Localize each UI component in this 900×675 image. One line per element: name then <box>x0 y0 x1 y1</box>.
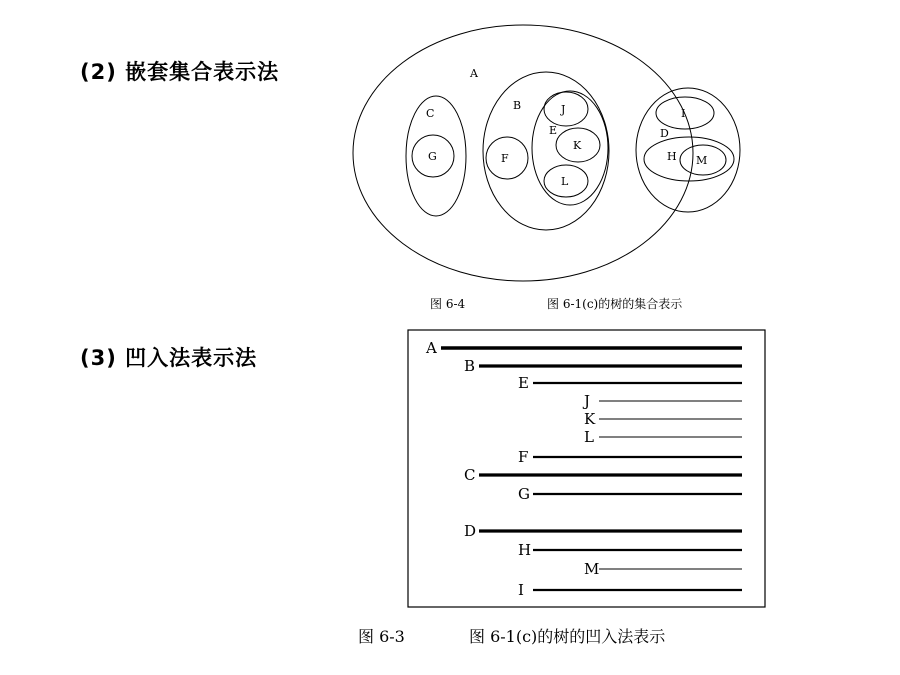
indent-label-D: D <box>464 522 477 540</box>
heading-indentation: (3) 凹入法表示法 <box>80 346 258 370</box>
label-E: E <box>549 124 558 137</box>
label-L: L <box>561 175 569 188</box>
label-C: C <box>426 107 435 120</box>
label-F: F <box>501 152 509 165</box>
label-G: G <box>428 150 437 163</box>
indent-label-C: C <box>464 466 476 484</box>
set-A <box>353 25 693 281</box>
nested-caption-left: 图 6-4 <box>430 297 466 311</box>
indent-label-F: F <box>518 448 529 466</box>
label-M: M <box>696 154 708 167</box>
indent-label-L: L <box>584 428 594 446</box>
heading-nested-set: (2) 嵌套集合表示法 <box>80 60 280 84</box>
set-H <box>644 137 734 181</box>
indent-rows <box>425 339 742 599</box>
indent-label-A: A <box>426 339 437 357</box>
label-D: D <box>660 127 669 140</box>
indent-label-E: E <box>518 374 529 392</box>
indent-label-M: M <box>584 560 600 578</box>
label-I: I <box>681 107 686 120</box>
label-J: J <box>561 103 566 116</box>
indent-label-B: B <box>464 357 476 375</box>
label-A: A <box>470 67 478 80</box>
indent-caption-right: 图 6-1(c)的树的凹入法表示 <box>469 627 666 646</box>
indent-label-K: K <box>584 410 596 428</box>
indent-label-H: H <box>518 541 532 559</box>
label-H: H <box>667 150 677 163</box>
indent-caption-left: 图 6-3 <box>358 627 405 646</box>
set-J <box>544 92 588 126</box>
nested-caption-right: 图 6-1(c)的树的集合表示 <box>547 297 683 311</box>
set-B <box>483 72 609 230</box>
nested-set-diagram <box>353 25 740 281</box>
label-K: K <box>573 139 582 152</box>
indent-label-J: J <box>584 392 591 410</box>
nested-set-labels <box>426 67 707 188</box>
set-D <box>636 88 740 212</box>
set-E <box>532 91 608 205</box>
indent-label-G: G <box>518 485 530 503</box>
indent-label-I: I <box>518 581 524 599</box>
label-B: B <box>513 99 522 112</box>
